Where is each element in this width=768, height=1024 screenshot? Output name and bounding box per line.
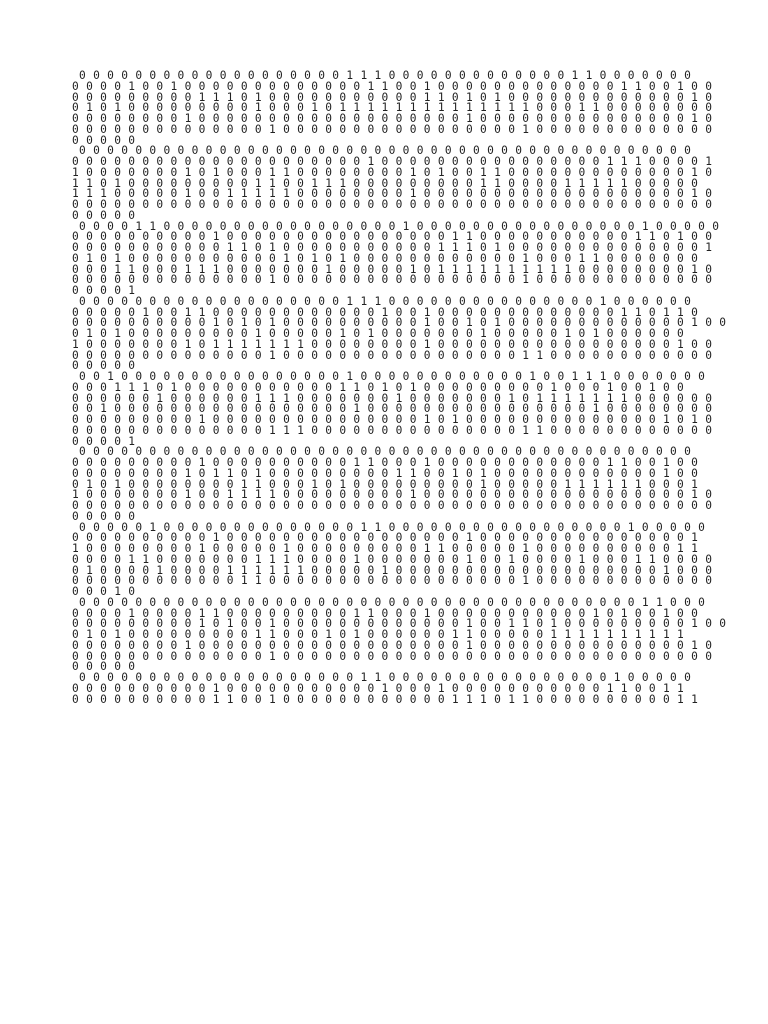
binary-line: 0 0 0 0 0 <box>72 509 136 523</box>
binary-line: 0 0 0 0 0 0 0 0 0 0 0 0 1 1 0 0 0 0 0 0 0 0 0 0 0 0 0 0 0 0 0 0 1 0 0 0 0 0 0 0 0 0 0 0 0 0 <box>72 574 713 588</box>
binary-line: 0 0 0 0 0 <box>72 208 136 222</box>
binary-line: 0 0 0 0 0 0 0 0 0 0 0 0 0 0 0 0 0 0 0 0 0 0 0 0 0 0 0 0 0 0 0 0 0 0 0 0 0 0 0 0 0 0 0 0 <box>72 445 692 459</box>
paragraph-block <box>72 294 727 373</box>
binary-line: 0 0 0 0 0 0 0 0 0 0 0 0 0 0 0 0 0 0 0 1 1 1 0 0 0 0 0 0 0 0 0 0 0 0 0 1 1 0 0 0 0 0 0 0 <box>72 69 692 82</box>
paragraph-block <box>72 146 712 221</box>
paragraph-block <box>72 520 713 598</box>
binary-line: 0 0 1 0 0 0 0 0 0 0 0 0 0 0 0 0 0 0 0 0 1 0 0 0 0 0 0 0 0 0 0 0 0 0 0 0 0 1 0 0 0 0 0 0 0 0 <box>72 402 713 416</box>
binary-line: 0 0 0 0 0 0 0 0 0 0 0 0 0 0 0 0 0 0 0 0 0 0 0 0 0 0 0 0 0 0 0 0 0 0 0 0 0 0 0 0 0 0 0 0 <box>72 144 692 158</box>
binary-line: 0 0 0 0 0 0 0 0 0 0 0 0 0 0 0 0 0 0 0 0 1 1 0 0 0 0 0 0 0 0 0 0 0 0 0 0 0 0 1 0 0 0 0 0 <box>72 671 692 684</box>
binary-line: 0 1 0 1 0 0 0 0 0 0 0 0 1 1 0 0 0 1 0 1 0 0 0 0 0 0 0 0 0 1 0 0 0 0 0 1 1 1 1 1 1 0 0 0 1 <box>72 477 699 491</box>
binary-line: 0 0 0 0 0 0 0 0 1 0 1 1 0 1 0 0 0 0 0 0 0 0 0 1 1 0 0 1 0 1 0 0 0 0 0 0 0 0 0 0 0 0 1 0 0 <box>72 466 699 480</box>
binary-line: 0 1 0 1 0 0 0 0 0 0 0 0 0 1 0 0 0 1 0 1 1 1 1 1 1 1 1 1 1 1 1 1 1 0 0 0 1 1 0 0 0 0 0 0 0 0 <box>72 101 713 115</box>
binary-line: 0 0 0 0 0 0 1 0 0 0 0 0 0 1 1 1 0 0 0 0 0 0 0 1 0 0 0 0 0 0 0 1 0 1 1 1 1 1 1 1 0 0 0 0 0 0 <box>72 391 713 405</box>
binary-line: 0 0 0 0 0 0 0 0 0 1 0 0 0 0 0 0 0 0 0 0 0 0 0 0 0 1 0 1 0 0 0 0 0 0 0 0 0 0 0 0 0 0 1 0 1 0 <box>72 413 713 426</box>
binary-line: 0 1 0 1 0 0 0 0 0 0 0 0 0 1 1 0 0 0 1 0 1 0 0 0 0 0 0 1 1 0 0 0 0 0 1 1 1 1 1 1 1 1 1 1 <box>72 628 685 641</box>
binary-line: 0 0 0 0 0 0 0 0 0 0 0 0 0 0 1 1 1 0 0 0 0 0 0 0 0 0 0 0 0 0 0 0 1 1 0 0 0 0 0 0 0 0 0 0 0 0 <box>72 423 713 437</box>
binary-line: 0 0 0 0 0 0 0 0 0 1 1 1 0 1 0 0 0 0 0 0 0 0 0 0 0 1 1 0 1 0 1 0 0 0 0 0 0 0 0 0 0 0 0 0 1 0 <box>72 90 713 104</box>
binary-line: 0 0 0 1 1 1 0 1 0 0 0 0 0 0 0 0 0 0 0 1 1 0 1 0 1 0 0 0 0 0 0 0 0 0 1 0 0 0 1 0 0 1 0 0 <box>72 380 685 394</box>
binary-line: 0 0 0 0 0 0 0 0 0 0 0 1 1 0 1 0 0 0 0 0 0 0 0 0 0 0 1 1 1 0 1 0 0 0 0 0 0 0 0 0 0 0 0 0 0 1 <box>72 241 713 254</box>
binary-line: 0 0 0 0 0 0 0 0 0 0 1 0 0 0 0 0 0 0 0 0 0 0 0 0 0 0 0 1 1 0 0 0 0 0 0 0 0 0 0 0 1 1 0 1 0 0 <box>72 230 713 244</box>
binary-line: 0 0 0 0 1 1 0 0 0 0 0 0 0 1 1 1 0 0 0 0 1 0 0 0 0 0 0 0 1 0 0 1 0 0 0 0 1 0 0 0 1 1 0 0 0 0 <box>72 552 713 566</box>
binary-line: 0 0 0 0 0 0 0 0 0 0 1 0 0 0 0 0 0 0 0 0 0 0 0 0 0 0 0 0 1 0 0 0 0 0 0 0 0 0 0 0 0 0 0 0 1 <box>72 531 699 545</box>
binary-line: 0 0 0 0 0 0 0 0 0 0 0 0 0 0 0 0 0 0 0 0 0 0 0 0 0 0 0 0 0 0 0 0 0 0 0 0 0 0 0 0 1 1 0 0 0 <box>72 595 706 609</box>
binary-line: 0 0 0 0 0 1 0 0 0 0 0 0 0 0 0 0 0 0 0 0 1 1 0 0 0 0 0 0 0 0 0 0 0 0 0 0 0 0 0 1 0 0 0 0 0 <box>72 520 706 534</box>
binary-line: 0 0 0 0 0 0 0 0 0 0 1 1 0 0 1 0 0 0 0 0 0 0 0 0 0 0 0 1 1 1 0 1 1 0 0 0 0 0 0 0 0 0 0 1 1 <box>72 692 699 706</box>
binary-line: 0 0 0 0 0 0 0 0 0 0 1 0 1 0 1 0 0 0 0 0 0 0 0 0 0 1 0 0 1 0 1 0 0 0 0 0 0 0 0 0 0 0 0 0 1 0 0 <box>72 316 727 330</box>
binary-line: 0 0 1 0 0 0 0 0 0 0 0 0 0 0 0 0 0 0 0 1 0 0 0 0 0 0 0 0 0 0 0 0 1 0 0 1 1 1 0 0 0 0 0 0 0 <box>72 370 706 383</box>
binary-line: 0 0 0 0 0 0 0 0 0 0 0 0 0 0 1 0 0 0 0 0 0 0 0 0 0 0 0 0 0 0 0 0 1 0 0 0 0 0 0 0 0 0 0 0 0 0 <box>72 122 713 136</box>
binary-line: 0 0 0 1 1 0 0 0 1 1 1 0 0 0 0 0 0 0 1 0 0 0 0 0 1 0 1 1 1 1 1 1 1 1 1 1 0 0 0 0 0 0 0 0 1 0 <box>72 262 713 276</box>
binary-line: 0 0 0 0 0 <box>72 133 136 147</box>
binary-line: 1 0 0 0 0 0 0 0 1 0 1 0 0 0 1 1 0 0 0 0 0 0 0 0 1 0 1 0 0 1 1 0 0 0 0 0 0 0 0 0 0 0 0 0 1 0 <box>72 165 713 179</box>
binary-line: 1 0 0 0 0 0 0 0 1 0 0 1 1 1 1 0 0 0 0 0 0 0 0 0 1 0 0 0 0 0 0 0 0 0 0 0 0 0 0 0 0 0 0 0 1 0 <box>72 488 713 502</box>
binary-line: 0 0 0 0 0 0 0 0 0 0 0 0 0 0 0 0 0 0 0 0 0 1 0 0 0 0 0 0 0 0 0 0 0 0 0 0 0 0 1 1 1 0 0 0 0 1 <box>72 155 713 168</box>
binary-line: 0 0 0 0 0 1 0 0 1 1 0 0 0 0 0 0 0 0 0 0 0 0 1 0 0 1 0 0 0 0 0 0 0 0 0 0 0 0 0 1 1 0 1 1 0 <box>72 305 699 319</box>
binary-text-page <box>72 69 727 706</box>
binary-line: 0 0 0 0 1 1 0 0 0 0 0 0 0 0 0 0 0 0 0 0 0 0 0 1 0 0 0 0 0 0 0 0 0 0 0 0 0 0 0 0 1 0 0 0 0 0 <box>72 219 720 233</box>
binary-line: 0 0 0 0 0 0 0 0 0 0 0 0 0 0 0 0 0 0 0 0 0 0 0 0 0 0 0 0 0 0 0 0 0 0 0 0 0 0 0 0 0 0 0 0 0 0 <box>72 198 713 211</box>
binary-line: 0 0 0 0 0 0 0 0 0 0 0 0 0 0 0 0 0 0 0 1 1 1 0 0 0 0 0 0 0 0 0 0 0 0 0 0 0 1 0 0 0 0 0 0 <box>72 294 692 308</box>
binary-line: 0 0 0 1 0 <box>72 585 136 598</box>
binary-line: 0 0 0 0 0 <box>72 660 136 674</box>
binary-line: 0 0 0 0 1 <box>72 284 136 297</box>
binary-line: 0 0 0 0 0 0 0 0 1 0 0 0 0 0 0 0 0 0 0 0 0 0 0 0 0 0 0 0 1 0 0 0 0 0 0 0 0 0 0 0 0 0 0 0 1 0 <box>72 638 713 652</box>
binary-line: 0 1 0 1 0 0 0 0 0 0 0 0 0 0 0 1 0 1 0 1 0 0 0 0 0 0 0 0 0 0 0 0 1 0 0 0 1 1 0 0 0 0 0 0 0 <box>72 251 699 265</box>
paragraph-block <box>72 372 712 447</box>
binary-line: 0 0 0 0 0 0 0 0 1 0 0 0 0 0 0 0 0 0 0 0 0 0 0 0 0 0 0 0 1 0 0 0 0 0 0 0 0 0 0 0 0 0 0 0 1 0 <box>72 112 713 125</box>
paragraph-block <box>72 71 712 146</box>
binary-line: 0 0 0 0 0 0 0 0 0 0 0 0 0 0 0 0 0 0 0 0 0 0 0 0 0 0 0 0 0 0 0 0 0 0 0 0 0 0 0 0 0 0 0 0 0 0 <box>72 499 713 512</box>
binary-line: 0 0 0 0 0 0 0 0 0 0 0 0 0 0 1 0 0 0 0 0 0 0 0 0 0 0 0 0 0 0 0 0 0 0 0 0 0 0 0 0 0 0 0 0 0 0 <box>72 649 713 663</box>
binary-line: 0 0 0 0 0 <box>72 359 136 373</box>
binary-line: 1 0 0 0 0 0 0 0 0 1 0 0 0 0 0 1 0 0 0 0 0 0 0 0 0 1 1 0 0 0 0 0 1 0 0 0 0 0 0 0 0 0 0 1 1 <box>72 542 699 555</box>
binary-line: 0 0 0 0 0 0 0 0 0 0 0 0 0 0 1 0 0 0 0 0 0 0 0 0 0 0 0 0 0 0 0 0 1 1 0 0 0 0 0 0 0 0 0 0 0 0 <box>72 348 713 362</box>
paragraph-block <box>72 447 712 522</box>
paragraph-block <box>72 595 727 674</box>
binary-line: 0 1 0 1 0 0 0 0 0 0 0 0 0 1 0 0 0 0 0 1 0 1 0 0 0 0 0 0 0 1 0 0 0 0 0 1 0 1 0 0 0 0 0 0 <box>72 327 685 340</box>
binary-line: 0 0 0 0 0 0 0 0 0 1 0 0 0 0 0 0 0 0 0 0 1 1 0 0 0 1 0 0 0 0 0 0 0 0 0 0 0 0 1 1 0 0 1 0 0 <box>72 456 699 469</box>
binary-line: 0 0 0 0 0 0 0 0 0 0 0 0 0 0 1 0 0 0 0 0 0 0 0 0 0 0 0 0 0 0 0 0 1 0 0 0 0 0 0 0 0 0 0 0 0 0 <box>72 273 713 287</box>
paragraph-block <box>72 219 720 297</box>
binary-line: 1 1 0 1 0 0 0 0 0 0 0 0 0 1 1 0 0 1 1 1 0 0 0 0 0 0 0 0 0 1 1 0 0 0 0 1 1 1 1 1 0 0 0 0 0 <box>72 176 699 190</box>
binary-line: 0 0 0 0 0 0 0 0 0 1 0 1 0 0 1 0 0 0 0 0 0 0 0 0 0 0 0 0 1 0 0 1 1 0 1 0 0 0 0 0 0 0 0 0 1 0 0 <box>72 617 727 631</box>
binary-line: 0 0 0 0 0 0 0 0 0 0 1 0 0 0 0 0 0 0 0 0 0 0 1 0 0 0 1 0 0 0 0 0 0 0 0 0 0 0 1 1 0 0 1 1 <box>72 681 685 695</box>
binary-line: 0 0 0 0 1 0 0 1 0 0 0 0 0 0 0 0 0 0 0 0 0 1 1 0 0 1 0 0 0 0 0 0 0 0 0 0 0 0 0 1 1 0 0 1 0 0 <box>72 79 713 93</box>
paragraph-block <box>72 673 712 705</box>
binary-line: 1 1 1 0 0 0 0 0 1 0 0 1 1 1 1 1 0 0 0 0 0 0 0 0 1 0 0 0 0 0 0 0 0 0 0 0 0 0 0 0 0 0 0 0 1 0 <box>72 187 713 201</box>
binary-line: 1 0 0 0 0 0 0 0 1 0 1 1 1 1 1 1 1 0 0 0 0 0 0 0 0 1 0 0 0 0 0 0 0 0 0 0 0 0 0 0 0 0 0 1 0 0 <box>72 337 713 351</box>
binary-line: 0 0 0 0 1 0 0 0 0 1 1 0 0 0 0 0 0 0 0 0 1 1 0 0 0 1 0 0 0 0 0 0 0 0 0 0 0 1 0 1 0 0 1 0 0 <box>72 606 699 620</box>
binary-line: 0 1 0 0 0 0 1 0 0 0 0 1 1 1 1 1 1 0 0 0 0 0 1 0 0 0 0 0 0 0 0 0 0 0 0 0 0 0 0 0 0 0 1 0 0 0 <box>72 563 713 577</box>
binary-line: 0 0 0 0 1 <box>72 434 136 448</box>
